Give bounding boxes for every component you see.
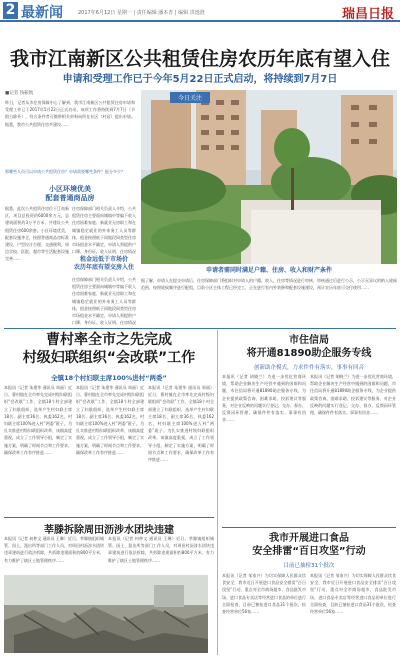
story4-headline [222,334,396,360]
lead-intro-text: 昨日，记者从市住房保障中心了解到，我市江南新区公共租赁住房申请和受理工作已于2017年5月22日正式启动，该项工作将持续到7月7日（节假日除外），符合条件者可携带相关材料向所在社区（村居）提出申请。据悉，我市公共租赁住房共建设…… [5,100,135,127]
story5-headline [222,532,396,558]
lead-subhead: 申请和受理工作已于今年5月22日正式启动，将持续到7月7日 [62,74,338,85]
lead-col2-body-cont: 住房保障部门相关负责人介绍，公共租赁住房主要面向城镇中等偏下收入住房困难家庭、新就业无房职工和在城镇稳定就业的外来务工人员等群体，租金按照低于同地段同类型住房市场租金水平确定，申请人须提供户口簿、身份证、收入证明、住房情况 [72,277,136,326]
section-divider [4,328,396,329]
story5-col1: 本报讯（记者 邹家兴）为切实保障人民群众饮食安全，我市近日开展进口食品安全排雷“百日攻坚”行动，重点对全市商场超市、食品批发市场、进口食品专卖店等经营进口食品的单位进行全面检查，目前已抽检进口食品31个批次，检查经营单位56家…… [222,573,306,615]
story3-divider [4,517,214,518]
lead-headline: 我市江南新区公共租赁住房农历年底有望入住 [9,48,390,70]
story3-col1: 本报讯（记者 何仲文 通讯员 王琳）近日，莘滕镇组织城管、国土、派出所等部门工作人员，对周田村沥涉水团块违章建筑进行依法拆除，共拆除违建面积约800平方米，有力维护了辖区土地管理秩序…… [4,536,104,563]
photo-caption: 申请者需同时满足户籍、住房、收入和财产条件 [205,267,332,274]
lead-byline: ■记者 钱振航 [5,91,34,96]
story4-col1: 本报讯（记者 胡晓兰）为进一步优化营商环境，帮助企业解决生产经营中遇到的困难和问题，市住信局将开通81890助企服务专线，为企业提供政策咨询、困难求助、投诉建议等服务，对企业反映的问题实行登记、交办、督办、反馈闭环管理，确保件件有落实、事事有回音…… [222,374,306,423]
lead-col2-body: 住房保障部门相关负责人介绍，公共租赁住房主要面向城镇中等偏下收入住房困难家庭、新就业无房职工和在城镇稳定就业的外来务工人员等群体，租金按照低于同地段同类型住房市场租金水平确定，申请人须提供户口簿、身份证、收入证明、住房情况 [72,206,136,255]
story5-headline-line2: 安全排雷“百日攻坚”行动 [252,546,366,557]
story4-subhead: 创新助企模式，力求件件有落实，事事有回音 [253,365,364,371]
lead-col2-heading: 租金远低于市场价 农历年底有望交房入住 [73,256,134,271]
story2-headline-line2: 村级妇联组织“会改联”工作 [22,350,196,366]
story3-headline: 莘滕拆除周田沥涉水团块违建 [44,525,174,536]
story4-headline-line2: 将开通81890助企服务专线 [246,348,372,359]
story3-col2: 本报讯（记者 何仲文 通讯员 王琳）近日，莘滕镇组织城管、国土、派出所等部门工作人员，对周田村沥涉水团块违章建筑进行依法拆除，共拆除违建面积约800平方米，有力维护了辖区土地管理秩序…… [108,536,214,563]
lead-question-text: 那哪些人员可以申请公共租赁住房？申请需要哪些条件？能分多少？ [5,169,125,174]
story5-divider [222,527,396,528]
issue-meta: 2017年6月12日 星期一 | 责任编辑 潘本青 | 编辑 洪逸澄 [78,10,205,16]
story5-col2: 本报讯（记者 邹家兴）为切实保障人民群众饮食安全，我市近日开展进口食品安全排雷“百日攻坚”行动，重点对全市商场超市、食品批发市场、进口食品专卖店等经营进口食品的单位进行全面检查，目前已抽检进口食品31个批次，检查经营单位56家…… [310,573,396,615]
story4-headline-line1: 市住信局 [289,335,329,346]
page-number: 2 [3,2,18,19]
photo-tag: 今日关注 [170,92,210,103]
story2-col1: 本报讯（记者 朱建华 通讯员 周丽）近日，曹村镇在全市率先完成村级妇联组织“会改联”工作，全镇18个村全部建立了妇联组织，选举产生村妇联主席18名、副主席36名、执委162名，村妇联主席100%进入村“两委”班子。为扎实推进村级妇联组织改革，该镇高度重视，成立了工作领导小组，制定了实施方案，明确了时间节点和工作要求，确保改革工作有序推进…… [4,385,72,455]
page-header [0,0,400,22]
newspaper-logo: 瑞昌日报 [341,7,394,22]
housing-photo [141,90,397,264]
story4-col2: 本报讯（记者 胡晓兰）为进一步优化营商环境，帮助企业解决生产经营中遇到的困难和问题，市住信局将开通81890助企服务专线，为企业提供政策咨询、困难求助、投诉建议等服务，对企业反映的问题实行登记、交办、督办、反馈闭环管理，确保件件有落实、事事有回音…… [310,374,396,416]
story2-headline-line1: 曹村率全市之先完成 [46,332,172,348]
column-divider [217,330,218,655]
story5-headline-line1: 我市开展进口食品 [269,533,349,544]
lead-col1-body: 据悉，此次公共租赁住房位于江南新区，项目总投资约6000余万元，总建筑面积约3万平方米，共建设公共租赁住房600余套。小区环境优美，配套设施齐全，按照普通商品房标准建设，户型设计合理，交通便利，周边学校、医院、超市等生活配套设施完善…… [5,206,69,262]
story2-col2: 本报讯（记者 朱建华 通讯员 周丽）近日，曹村镇在全市率先完成村级妇联组织“会改联”工作，全镇18个村全部建立了妇联组织，选举产生村妇联主席18名、副主席36名、执委162名，村妇联主席100%进入村“两委”班子。为扎实推进村级妇联组织改革，该镇高度重视，成立了工作领导小组，制定了实施方案，明确了时间节点和工作要求，确保改革工作有序推进…… [76,385,144,455]
lead-col1-heading: 小区环境优美 配套普通商品房 [45,185,95,202]
section-title: 最新闻 [21,5,63,21]
lead-col3-body: 据了解，申请人在提交申请后，住房保障部门将组织对申请人的户籍、收入、住房等情况进行审核，审核通过后进行公示，公示无异议的纳入轮候范围，按照轮候顺序进行配租，目前小区主体工程已经完工，正在进行室内外装修和配套设施建设，预计农历年底可交付使用…… [141,278,397,291]
demolition-photo [4,575,208,653]
story2-subhead: 全镇18个村妇联主席100%进村“两委” [51,374,167,382]
story2-headline [4,331,214,367]
story2-col3: 本报讯（记者 朱建华 通讯员 周丽）近日，曹村镇在全市率先完成村级妇联组织“会改联”工作，全镇18个村全部建立了妇联组织，选举产生村妇联主席18名、副主席36名、执委162名，村妇联主席100%进入村“两委”班子。为扎实推进村级妇联组织改革，该镇高度重视，成立了工作领导小组，制定了实施方案，明确了时间节点和工作要求，确保改革工作有序推进…… [148,385,214,463]
story5-subhead: 目前已抽检31个批次 [283,563,335,569]
